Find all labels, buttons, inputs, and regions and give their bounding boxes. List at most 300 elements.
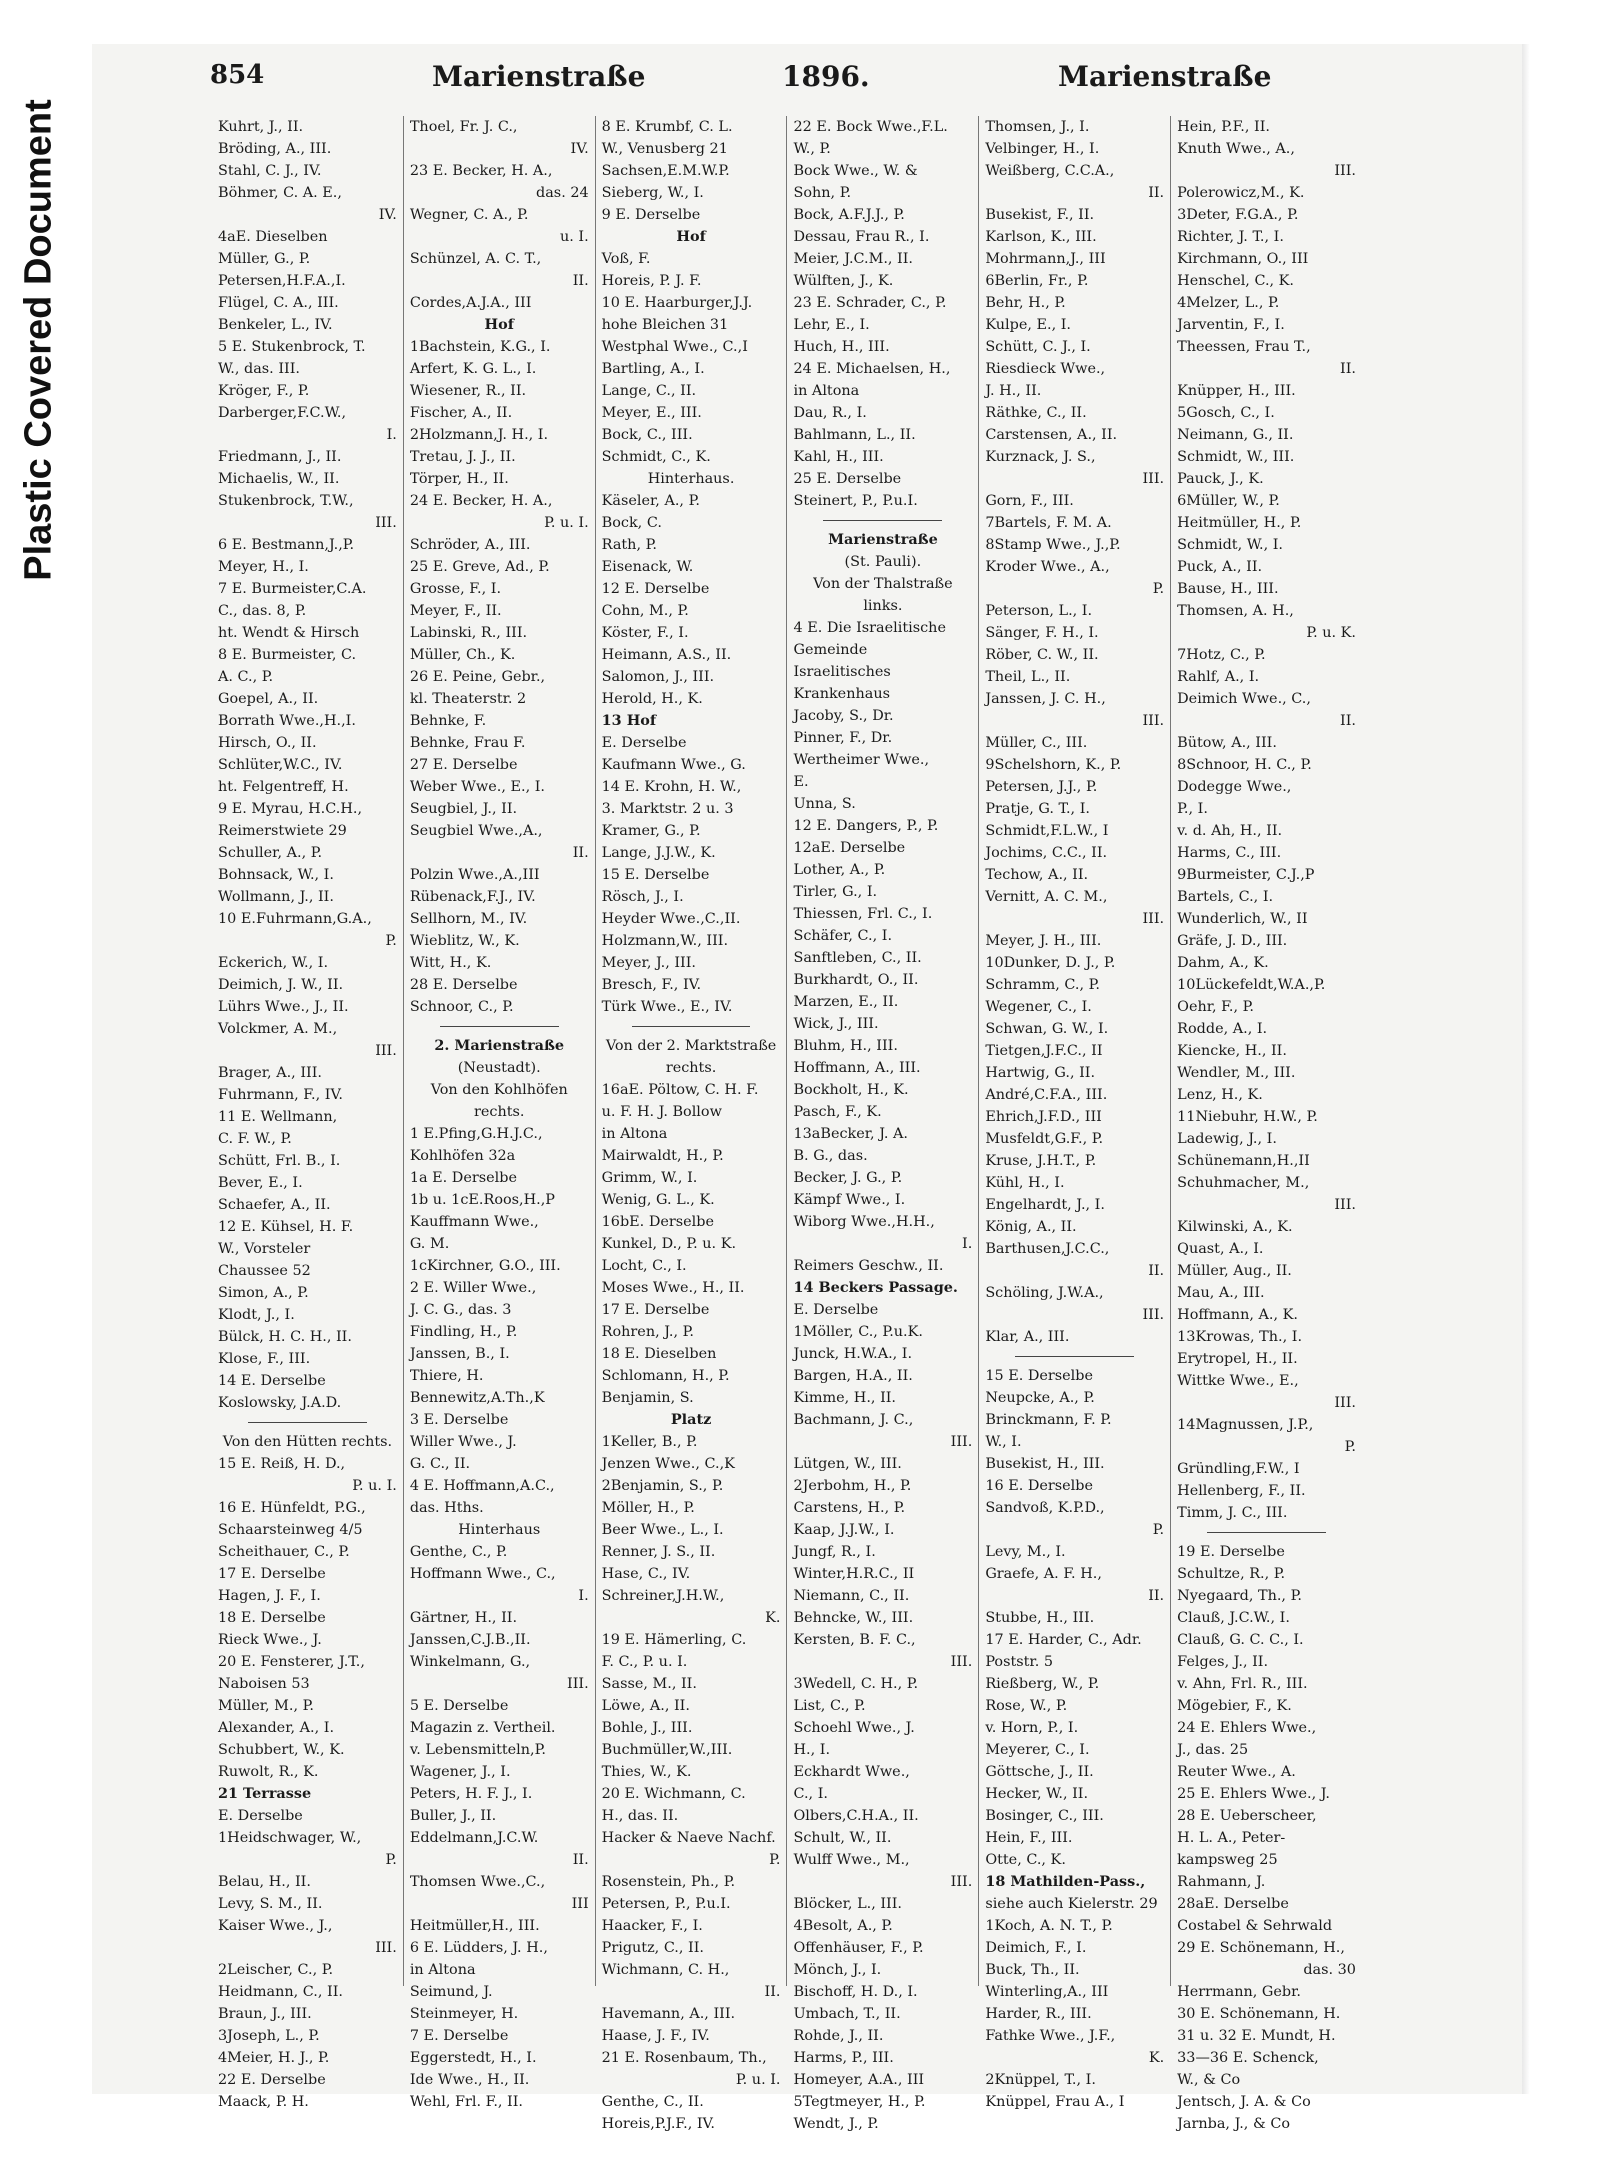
directory-entry: Tietgen,J.F.C., II: [985, 1043, 1103, 1059]
directory-entry: das. 30: [1303, 1962, 1356, 1978]
directory-entry: Kahl, H., III.: [793, 449, 884, 465]
directory-entry: 10 E. Haarburger,J.J.: [601, 295, 753, 311]
directory-entry: Weber Wwe., E., I.: [409, 779, 545, 795]
directory-entry: Jentsch, J. A. & Co: [1177, 2094, 1311, 2110]
directory-entry: Graefe, A. F. H.,: [985, 1566, 1102, 1582]
directory-entry: 1a E. Derselbe: [409, 1170, 517, 1186]
directory-entry: Rahmann, J.: [1177, 1874, 1266, 1890]
directory-entry: Harms, P., III.: [793, 2050, 894, 2066]
directory-entry: 2. Marienstraße: [434, 1037, 565, 1054]
directory-entry: 4Meier, H. J., P.: [218, 2050, 330, 2066]
directory-entry: 25 E. Ehlers Wwe., J.: [1177, 1786, 1330, 1802]
directory-entry: Stahl, C. J., IV.: [218, 163, 322, 179]
directory-entry: Polzin Wwe.,A.,III: [409, 867, 540, 883]
column-2: [403, 116, 595, 2110]
directory-entry: Heimann, A.S., II.: [601, 647, 732, 663]
directory-entry: Türk Wwe., E., IV.: [601, 999, 733, 1015]
directory-entry: 14Magnussen, J.P.,: [1177, 1417, 1314, 1433]
directory-entry: II.: [572, 273, 589, 289]
directory-entry: Thoel, Fr. J. C.,: [409, 119, 518, 135]
directory-entry: Bütow, A., III.: [1177, 735, 1277, 751]
directory-entry: Wiborg Wwe.,H.H.,: [793, 1214, 935, 1230]
directory-entry: 3Deter, F.G.A., P.: [1177, 207, 1299, 223]
directory-entry: Nyegaard, Th., P.: [1177, 1588, 1302, 1604]
directory-entry: Köster, F., I.: [601, 625, 689, 641]
directory-entry: Peterson, L., I.: [985, 603, 1093, 619]
directory-entry: Törper, H., II.: [409, 471, 509, 487]
directory-entry: Rösch, J., I.: [601, 889, 684, 905]
directory-entry: Schmidt,F.L.W., I: [985, 823, 1109, 839]
directory-entry: Rodde, A., I.: [1177, 1021, 1268, 1037]
directory-entry: in Altona: [409, 1962, 476, 1978]
directory-entry: Herold, H., K.: [601, 691, 703, 707]
directory-entry: Rohren, J., P.: [601, 1324, 694, 1340]
directory-entry: III.: [1142, 1307, 1165, 1323]
directory-entry: Chaussee 52: [218, 1263, 311, 1279]
directory-entry: Pasch, F., K.: [793, 1104, 882, 1120]
directory-entry: Kurznack, J. S.,: [985, 449, 1096, 465]
directory-entry: Ehrich,J.F.D., III: [985, 1109, 1102, 1125]
directory-entry: 18 Mathilden-Pass.,: [985, 1873, 1146, 1890]
directory-entry: Behnke, F.: [409, 713, 487, 729]
directory-entry: Schütt, C. J., I.: [985, 339, 1091, 355]
directory-entry: III.: [1142, 471, 1165, 487]
directory-entry: Bischoff, H. D., I.: [793, 1984, 918, 2000]
directory-entry: (St. Pauli).: [844, 554, 922, 570]
directory-entry: Becker, J. G., P.: [793, 1170, 903, 1186]
column-4: [786, 116, 978, 2132]
directory-entry: 8Schnoor, H. C., P.: [1177, 757, 1312, 773]
directory-entry: 2Holzmann,J. H., I.: [409, 427, 549, 443]
directory-entry: Quast, A., I.: [1177, 1241, 1264, 1257]
directory-entry: 28aE. Derselbe: [1177, 1896, 1289, 1912]
directory-entry: Jungf, R., I.: [793, 1544, 876, 1560]
directory-entry: Meyerer, C., I.: [985, 1742, 1090, 1758]
directory-entry: IV.: [378, 207, 397, 223]
directory-entry: Rübenack,F.J., IV.: [409, 889, 536, 905]
directory-entry: Velbinger, H., I.: [985, 141, 1100, 157]
directory-entry: Behnke, Frau F.: [409, 735, 526, 751]
directory-entry: 16aE. Pöltow, C. H. F.: [601, 1082, 759, 1098]
directory-entry: Stukenbrock, T.W.,: [218, 493, 354, 509]
directory-entry: 19 E. Hämerling, C.: [601, 1632, 747, 1648]
directory-entry: Steinert, P., P.u.I.: [793, 493, 918, 509]
directory-entry: 11Niebuhr, H.W., P.: [1177, 1109, 1318, 1125]
directory-entry: 1Koch, A. N. T., P.: [985, 1918, 1113, 1934]
directory-entry: Witt, H., K.: [409, 955, 492, 971]
directory-entry: P. u. I.: [735, 2072, 781, 2088]
directory-entry: Findling, H., P.: [409, 1324, 518, 1340]
directory-entry: 24 E. Ehlers Wwe.,: [1177, 1720, 1317, 1736]
directory-entry: III.: [1334, 163, 1356, 179]
directory-entry: Harms, C., III.: [1177, 845, 1282, 861]
directory-entry: Labinski, R., III.: [409, 625, 528, 641]
directory-entry: Goepel, A., II.: [218, 691, 319, 707]
directory-entry: Umbach, T., II.: [793, 2006, 901, 2022]
directory-entry: 1Heidschwager, W.,: [218, 1830, 362, 1846]
directory-entry: Wehl, Frl. F., II.: [409, 2094, 524, 2110]
directory-entry: Eggerstedt, H., I.: [409, 2050, 537, 2066]
directory-entry: Janssen,C.J.B.,II.: [409, 1632, 531, 1648]
directory-entry: 17 E. Harder, C., Adr.: [985, 1632, 1142, 1648]
directory-entry: 5 E. Derselbe: [409, 1698, 509, 1714]
directory-entry: Lenz, H., K.: [1177, 1087, 1263, 1103]
directory-entry: 1Bachstein, K.G., I.: [409, 339, 551, 355]
directory-entry: Niemann, C., II.: [793, 1588, 910, 1604]
directory-entry: Flügel, C. A., III.: [218, 295, 339, 311]
directory-entry: Hacker & Naeve Nachf.: [601, 1830, 776, 1846]
directory-entry: Carstensen, A., II.: [985, 427, 1118, 443]
directory-entry: Thomsen, J., I.: [985, 119, 1090, 135]
directory-entry: 10 E.Fuhrmann,G.A.,: [218, 911, 372, 927]
directory-entry: Knuth Wwe., A.,: [1177, 141, 1295, 157]
directory-entry: I.: [962, 1236, 973, 1252]
directory-entry: Wendt, J., P.: [793, 2116, 879, 2132]
section-divider: [632, 1026, 751, 1027]
directory-entry: 5Gosch, C., I.: [1177, 405, 1275, 421]
directory-entry: 18 E. Derselbe: [218, 1610, 326, 1626]
directory-entry: 15 E. Derselbe: [985, 1368, 1094, 1384]
directory-entry: Klodt, J., I.: [218, 1307, 295, 1323]
directory-entry: 10Dunker, D. J., P.: [985, 955, 1116, 971]
directory-entry: Moses Wwe., H., II.: [601, 1280, 745, 1296]
directory-entry: F. C., P. u. I.: [601, 1654, 688, 1670]
section-divider: [823, 520, 942, 521]
directory-entry: Levy, M., I.: [985, 1544, 1066, 1560]
directory-entry: Wulff Wwe., M.,: [793, 1852, 910, 1868]
directory-entry: Buller, J., II.: [409, 1808, 497, 1824]
directory-entry: Knüppel, Frau A., I: [985, 2094, 1125, 2110]
directory-entry: Schoehl Wwe., J.: [793, 1720, 915, 1736]
directory-entry: ht. Wendt & Hirsch: [218, 625, 360, 641]
directory-entry: Kruse, J.H.T., P.: [985, 1153, 1097, 1169]
directory-entry: Bever, E., I.: [218, 1175, 303, 1191]
directory-entry: Stubbe, H., III.: [985, 1610, 1095, 1626]
directory-entry: Horeis, P. J. F.: [601, 273, 702, 289]
directory-entry: II.: [764, 1984, 781, 2000]
directory-entry: Haase, J. F., IV.: [601, 2028, 710, 2044]
directory-entry: Bause, H., III.: [1177, 581, 1279, 597]
directory-entry: W., das. III.: [218, 361, 300, 377]
directory-entry: 25 E. Greve, Ad., P.: [409, 559, 550, 575]
directory-entry: Dahm, A., K.: [1177, 955, 1269, 971]
directory-entry: Riesdieck Wwe.,: [985, 361, 1106, 377]
directory-entry: 18 E. Dieselben: [601, 1346, 717, 1362]
directory-entry: Reuter Wwe., A.: [1177, 1764, 1296, 1780]
directory-entry: Genthe, C., II.: [601, 2094, 704, 2110]
directory-entry: 1b u. 1cE.Roos,H.,P: [409, 1192, 555, 1208]
directory-entry: Sachsen,E.M.W.P.: [601, 163, 730, 179]
directory-entry: Wunderlich, W., II: [1177, 911, 1308, 927]
directory-entry: Hagen, J. F., I.: [218, 1588, 321, 1604]
street-title-right: Marienstraße: [1058, 60, 1272, 93]
directory-entry: Sandvoß, K.P.D.,: [985, 1500, 1105, 1516]
directory-entry: Schreiner,J.H.W.,: [601, 1588, 725, 1604]
directory-entry: Behr, H., P.: [985, 295, 1066, 311]
directory-entry: Lehr, E., I.: [793, 317, 870, 333]
directory-entry: Thiere, H.: [409, 1368, 484, 1384]
directory-entry: 4Besolt, A., P.: [793, 1918, 893, 1934]
directory-entry: K.: [765, 1610, 781, 1626]
directory-entry: Kulpe, E., I.: [985, 317, 1071, 333]
directory-entry: Schaarsteinweg 4/5: [218, 1522, 363, 1538]
directory-entry: 3Joseph, L., P.: [218, 2028, 320, 2044]
directory-entry: Deimich, J. W., II.: [218, 977, 344, 993]
directory-entry: Schaefer, A., II.: [218, 1197, 331, 1213]
directory-entry: Cohn, M., P.: [601, 603, 689, 619]
directory-entry: Thomsen Wwe.,C.,: [409, 1874, 546, 1890]
directory-entry: Brinckmann, F. P.: [985, 1412, 1112, 1428]
directory-entry: Kaap, J.J.W., I.: [793, 1522, 895, 1538]
directory-entry: Röber, C. W., II.: [985, 647, 1099, 663]
directory-entry: Meyer, J. H., III.: [985, 933, 1102, 949]
side-label-text: Plastic Covered Document: [17, 99, 60, 581]
directory-entry: Behncke, W., III.: [793, 1610, 914, 1626]
directory-entry: Poststr. 5: [985, 1654, 1054, 1670]
directory-entry: Bock, C., III.: [601, 427, 693, 443]
directory-entry: Deimich Wwe., C.,: [1177, 691, 1311, 707]
directory-entry: Bartling, A., I.: [601, 361, 705, 377]
directory-entry: 21 E. Rosenbaum, Th.,: [601, 2050, 767, 2066]
directory-entry: 12aE. Derselbe: [793, 840, 906, 856]
directory-entry: 6Müller, W., P.: [1177, 493, 1280, 509]
directory-entry: Schubbert, W., K.: [218, 1742, 345, 1758]
directory-entry: Thomsen, A. H.,: [1177, 603, 1294, 619]
directory-entry: C. F. W., P.: [218, 1131, 292, 1147]
directory-entry: Ruwolt, R., K.: [218, 1764, 319, 1780]
directory-entry: Eckerich, W., I.: [218, 955, 329, 971]
directory-entry: Kohlhöfen 32a: [409, 1148, 516, 1164]
directory-entry: 15 E. Reiß, H. D.,: [218, 1456, 346, 1472]
directory-entry: 7 E. Burmeister,C.A.: [218, 581, 367, 597]
directory-entry: 28 E. Derselbe: [409, 977, 518, 993]
directory-entry: Thies, W., K.: [601, 1764, 692, 1780]
directory-entry: Karlson, K., III.: [985, 229, 1097, 245]
directory-entry: Bresch, F., IV.: [601, 977, 702, 993]
directory-entry: 16 E. Hünfeldt, P.G.,: [218, 1500, 366, 1516]
directory-entry: Wegener, C., I.: [985, 999, 1092, 1015]
directory-entry: Bülck, H. C. H., II.: [218, 1329, 352, 1345]
directory-entry: 3. Marktstr. 2 u. 3: [601, 801, 734, 817]
directory-entry: Mönch, J., I.: [793, 1962, 882, 1978]
directory-entry: III.: [950, 1874, 973, 1890]
directory-entry: Havemann, A., III.: [601, 2006, 736, 2022]
directory-entry: 9 E. Myrau, H.C.H.,: [218, 801, 363, 817]
directory-entry: Meier, J.C.M., II.: [793, 251, 913, 267]
directory-entry: Bluhm, H., III.: [793, 1038, 898, 1054]
directory-entry: III.: [1334, 1395, 1356, 1411]
directory-entry: Holzmann,W., III.: [601, 933, 729, 949]
page-number: 854: [210, 60, 265, 90]
directory-entry: Weißberg, C.C.A.,: [985, 163, 1115, 179]
directory-entry: 6 E. Bestmann,J.,P.: [218, 537, 355, 553]
directory-entry: Cordes,A.J.A., III: [409, 295, 532, 311]
directory-entry: II.: [572, 845, 589, 861]
directory-entry: 8Stamp Wwe., J.,P.: [985, 537, 1121, 553]
directory-entry: III.: [375, 1043, 397, 1059]
directory-entry: Henschel, C., K.: [1177, 273, 1295, 289]
directory-entry: Wertheimer Wwe.,: [793, 752, 930, 768]
directory-entry: 13 Hof: [601, 712, 657, 729]
directory-entry: Kaufmann Wwe., G.: [601, 757, 746, 773]
directory-entry: Borrath Wwe.,H.,I.: [218, 713, 356, 729]
directory-entry: 22 E. Bock Wwe.,F.L.: [793, 119, 948, 135]
directory-entry: Jenzen Wwe., C.,K: [601, 1456, 735, 1472]
directory-entry: Braun, J., III.: [218, 2006, 312, 2022]
directory-entry: u. F. H. J. Bollow: [601, 1104, 722, 1120]
directory-entry: Winkelmann, G.,: [409, 1654, 531, 1670]
directory-entry: III.: [1142, 911, 1165, 927]
directory-entry: J., das. 25: [1177, 1742, 1249, 1758]
directory-entry: links.: [863, 598, 903, 614]
directory-entry: K.: [1148, 2050, 1165, 2066]
directory-entry: 4 E. Die Israelitische: [793, 620, 946, 636]
directory-entry: H., I.: [793, 1742, 831, 1758]
directory-entry: Seugbiel, J., II.: [409, 801, 518, 817]
directory-entry: Janssen, J. C. H.,: [985, 691, 1106, 707]
directory-entry: P.: [1152, 581, 1165, 597]
directory-entry: 16bE. Derselbe: [601, 1214, 714, 1230]
directory-entry: C., I.: [793, 1786, 828, 1802]
directory-entry: III.: [375, 515, 397, 531]
directory-entry: Schünzel, A. C. T.,: [409, 251, 542, 267]
directory-entry: Kilwinski, A., K.: [1177, 1219, 1293, 1235]
directory-entry: Hoffmann Wwe., C.,: [409, 1566, 556, 1582]
directory-entry: Sohn, P.: [793, 185, 852, 201]
directory-entry: Schlüter,W.C., IV.: [218, 757, 343, 773]
directory-entry: Böhmer, C. A. E.,: [218, 185, 342, 201]
directory-entry: 19 E. Derselbe: [1177, 1544, 1285, 1560]
directory-entry: 5Tegtmeyer, H., P.: [793, 2094, 926, 2110]
directory-entry: 21 Terrasse: [218, 1785, 312, 1802]
directory-entry: in Altona: [601, 1126, 668, 1142]
directory-entry: Pauck, J., K.: [1177, 471, 1264, 487]
directory-entry: Kröger, F., P.: [218, 383, 310, 399]
directory-entry: J. H., II.: [985, 383, 1042, 399]
column-3: [595, 116, 787, 2132]
directory-entry: Tirler, G., I.: [793, 884, 878, 900]
column-1: [212, 116, 403, 2110]
directory-entry: Rießberg, W., P.: [985, 1676, 1100, 1692]
directory-entry: Buck, Th., II.: [985, 1962, 1080, 1978]
directory-entry: Vernitt, A. C. M.,: [985, 889, 1108, 905]
directory-entry: Fischer, A., II.: [409, 405, 513, 421]
directory-entry: Müller, G., P.: [218, 251, 311, 267]
directory-entry: (Neustadt).: [457, 1060, 541, 1076]
directory-entry: 7Hotz, C., P.: [1177, 647, 1266, 663]
directory-entry: Müller, M., P.: [218, 1698, 314, 1714]
directory-entry: E. Derselbe: [793, 1302, 879, 1318]
directory-entry: Gorn, F., III.: [985, 493, 1074, 509]
directory-entry: Hof: [676, 228, 706, 245]
directory-entry: König, A., II.: [985, 1219, 1077, 1235]
side-label: [0, 0, 78, 2177]
directory-entry: Engelhardt, J., I.: [985, 1197, 1105, 1213]
directory-entry: Darberger,F.C.W.,: [218, 405, 347, 421]
directory-entry: 2 E. Willer Wwe.,: [409, 1280, 537, 1296]
directory-entry: Meyer, F., II.: [409, 603, 502, 619]
directory-entry: Winterling,A., III: [985, 1984, 1109, 2000]
directory-entry: Petersen,H.F.A.,I.: [218, 273, 346, 289]
directory-page: [92, 44, 1525, 2132]
directory-entry: 14 Beckers Passage.: [793, 1279, 958, 1296]
directory-entry: 3 E. Derselbe: [409, 1412, 509, 1428]
directory-entry: 17 E. Derselbe: [218, 1566, 326, 1582]
directory-entry: Busekist, H., III.: [985, 1456, 1105, 1472]
directory-entry: B. G., das.: [793, 1148, 868, 1164]
directory-entry: P.: [385, 1852, 397, 1868]
directory-entry: Bockholt, H., K.: [793, 1082, 909, 1098]
directory-entry: v. d. Ah, H., II.: [1177, 823, 1283, 839]
directory-entry: Burkhardt, O., II.: [793, 972, 919, 988]
directory-entry: Schnoor, C., P.: [409, 999, 514, 1015]
section-divider: [248, 1422, 367, 1423]
directory-entry: Hinterhaus.: [647, 471, 735, 487]
directory-entry: P.: [1152, 1522, 1165, 1538]
directory-entry: Clauß, J.C.W., I.: [1177, 1610, 1290, 1626]
directory-entry: Felges, J., II.: [1177, 1654, 1269, 1670]
directory-entry: Unna, S.: [793, 796, 856, 812]
directory-entry: Richter, J. T., I.: [1177, 229, 1284, 245]
directory-entry: 28 E. Ueberscheer,: [1177, 1808, 1317, 1824]
directory-entry: 22 E. Derselbe: [218, 2072, 326, 2088]
directory-entry: Von der 2. Marktstraße: [605, 1038, 777, 1054]
directory-entry: das. 24: [536, 185, 589, 201]
directory-entry: Bock Wwe., W. &: [793, 163, 918, 179]
directory-entry: Eddelmann,J.C.W.: [409, 1830, 539, 1846]
directory-entry: Hirsch, O., II.: [218, 735, 317, 751]
directory-entry: Kaiser Wwe., J.,: [218, 1918, 333, 1934]
directory-entry: Klar, A., III.: [985, 1329, 1070, 1345]
directory-entry: Kirchmann, O., III: [1177, 251, 1309, 267]
directory-entry: Von den Kohlhöfen: [430, 1082, 568, 1098]
year-title: 1896.: [782, 60, 870, 93]
directory-entry: Jarnba, J., & Co: [1177, 2116, 1291, 2132]
directory-entry: Mögebier, F., K.: [1177, 1698, 1292, 1714]
directory-entry: Jochims, C.C., II.: [985, 845, 1108, 861]
directory-entry: Neimann, G., II.: [1177, 427, 1294, 443]
directory-entry: Timm, J. C., III.: [1177, 1505, 1288, 1521]
directory-entry: kl. Theaterstr. 2: [409, 691, 527, 707]
directory-entry: Sänger, F. H., I.: [985, 625, 1099, 641]
directory-entry: Wenig, G. L., K.: [601, 1192, 715, 1208]
directory-entry: Techow, A., II.: [985, 867, 1089, 883]
directory-entry: Volckmer, A. M.,: [218, 1021, 338, 1037]
directory-entry: 2Jerbohm, H., P.: [793, 1478, 912, 1494]
directory-entry: Horeis,P.J.F., IV.: [601, 2116, 715, 2132]
directory-entry: Heyder Wwe.,C.,II.: [601, 911, 741, 927]
directory-entry: Hecker, W., II.: [985, 1786, 1089, 1802]
directory-entry: W., P.: [793, 141, 831, 157]
directory-entry: II.: [1340, 361, 1356, 377]
directory-entry: Brager, A., III.: [218, 1065, 322, 1081]
directory-entry: Schütt, Frl. B., I.: [218, 1153, 341, 1169]
directory-entry: Schöling, J.W.A.,: [985, 1285, 1104, 1301]
directory-entry: 15 E. Derselbe: [601, 867, 710, 883]
directory-entry: 33—36 E. Schenck,: [1177, 2050, 1319, 2066]
directory-entry: Fuhrmann, F., IV.: [218, 1087, 343, 1103]
directory-entry: Kühl, H., I.: [985, 1175, 1065, 1191]
directory-entry: Michaelis, W., II.: [218, 471, 340, 487]
directory-entry: Hoffmann, A., III.: [793, 1060, 921, 1076]
directory-entry: Räthke, C., II.: [985, 405, 1087, 421]
directory-entry: Grosse, F., I.: [409, 581, 502, 597]
directory-entry: Rieck Wwe., J.: [218, 1632, 322, 1648]
directory-entry: Homeyer, A.A., III: [793, 2072, 925, 2088]
directory-entry: Jarventin, F., I.: [1177, 317, 1285, 333]
directory-entry: Rath, P.: [601, 537, 657, 553]
directory-entry: W., & Co: [1177, 2072, 1241, 2088]
